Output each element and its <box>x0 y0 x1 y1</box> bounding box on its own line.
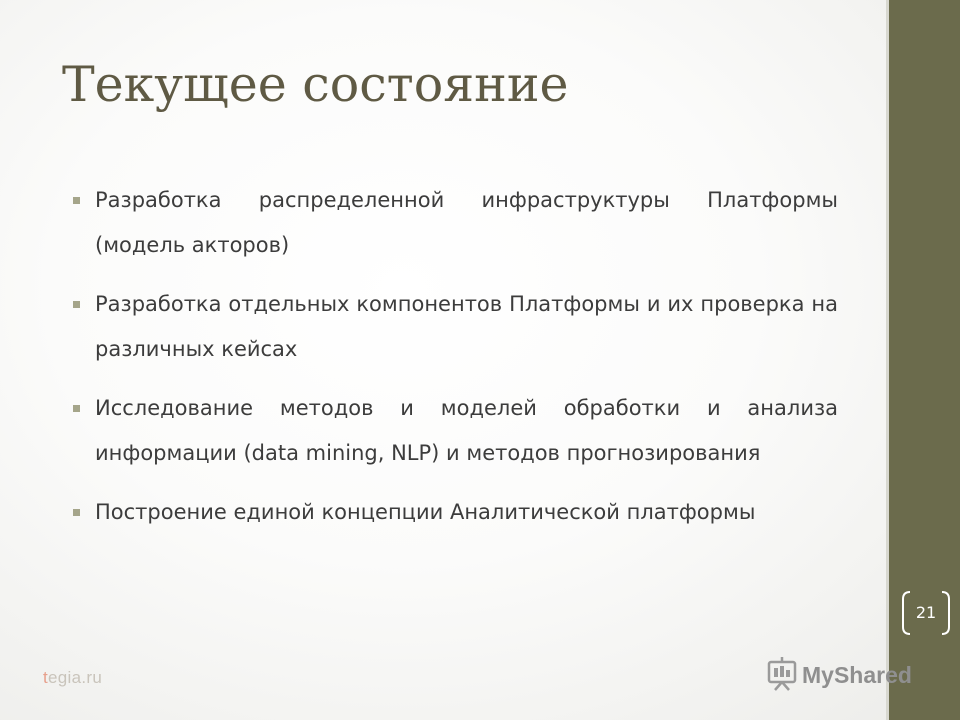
slide-title: Текущее состояние <box>62 56 569 113</box>
bullet-square-icon <box>73 301 80 308</box>
myshared-logo <box>766 654 926 694</box>
bullet-square-icon <box>73 405 80 412</box>
page-number: 21 <box>915 603 937 622</box>
bullet-square-icon <box>73 197 80 204</box>
bullet-square-icon <box>73 509 80 516</box>
bullet-text: Разработка отдельных компонентов Платформы и их проверка на различных кейсах <box>95 292 838 361</box>
bullet-text: Разработка распределенной инфраструктуры Платформы (модель акторов) <box>95 188 838 257</box>
site-watermark <box>43 668 102 688</box>
bullet-text: Построение единой концепции Аналитической платформы <box>95 500 756 524</box>
bullet-item <box>72 386 838 476</box>
bullet-text: Исследование методов и моделей обработки и анализа информации (data mining, NLP) и методов прогнозирования <box>95 396 838 465</box>
bullet-item <box>72 282 838 372</box>
bullet-list <box>72 178 838 549</box>
myshared-logo-text: MyShared <box>802 662 912 688</box>
bullet-item <box>72 178 838 268</box>
page-number-badge <box>900 589 952 637</box>
bullet-item <box>72 490 838 535</box>
site-watermark-rest: egia.ru <box>48 668 103 687</box>
site-watermark-accent: t <box>43 668 49 687</box>
